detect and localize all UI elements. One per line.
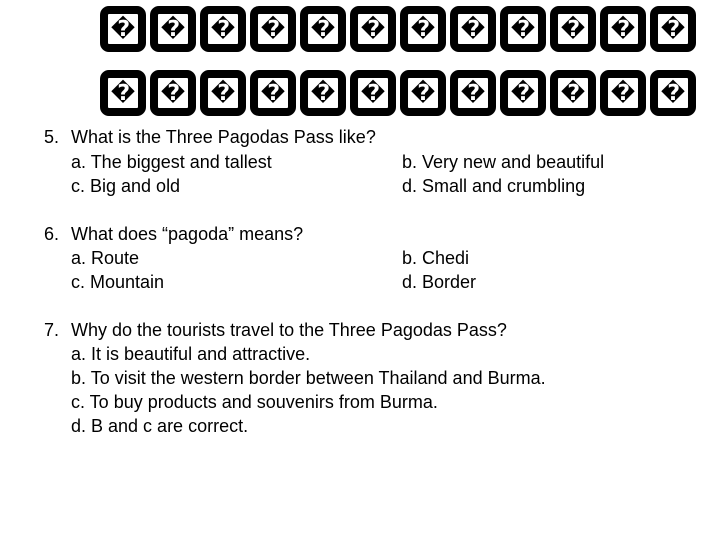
missing-glyph-icon: � <box>200 70 246 116</box>
missing-glyph-icon: � <box>500 6 546 52</box>
question-text: What is the Three Pagodas Pass like? <box>71 127 376 147</box>
missing-glyph-icon: � <box>400 70 446 116</box>
question-number: 7. <box>44 320 60 340</box>
q7-option-c: c. To buy products and souvenirs from Burma. <box>71 392 438 412</box>
q7-option-d: d. B and c are correct. <box>71 416 249 436</box>
q5-option-c: c. Big and old <box>71 176 181 196</box>
missing-glyph-icon: � <box>300 6 346 52</box>
question-number: 5. <box>44 127 60 147</box>
question-text: What does “pagoda” means? <box>71 224 304 244</box>
missing-glyph-icon: � <box>500 70 546 116</box>
missing-glyph-icon: � <box>200 6 246 52</box>
q7-option-a: a. It is beautiful and attractive. <box>71 344 311 364</box>
question-text: Why do the tourists travel to the Three Pagodas Pass? <box>71 320 507 340</box>
missing-glyph-icon: � <box>600 6 646 52</box>
missing-glyph-icon: � <box>550 6 596 52</box>
missing-glyph-icon: � <box>100 6 146 52</box>
missing-glyph-icon: � <box>150 70 196 116</box>
missing-glyph-icon: � <box>450 70 496 116</box>
missing-glyph-icon: � <box>250 6 296 52</box>
missing-glyph-icon: � <box>100 70 146 116</box>
missing-glyph-icon: � <box>150 6 196 52</box>
missing-glyph-icon: � <box>300 70 346 116</box>
q5-option-a: a. The biggest and tallest <box>71 152 272 172</box>
title-glyph-row-2 <box>100 70 696 116</box>
title-glyph-row-1 <box>100 6 696 52</box>
q7-option-b: b. To visit the western border between Thailand and Burma. <box>71 368 546 388</box>
missing-glyph-icon: � <box>350 6 396 52</box>
q6-option-c: c. Mountain <box>71 272 165 292</box>
missing-glyph-icon: � <box>550 70 596 116</box>
missing-glyph-icon: � <box>400 6 446 52</box>
q5-option-d: d. Small and crumbling <box>402 176 586 196</box>
missing-glyph-icon: � <box>600 70 646 116</box>
missing-glyph-icon: � <box>650 6 696 52</box>
q6-option-d: d. Border <box>402 272 477 292</box>
missing-glyph-icon: � <box>650 70 696 116</box>
q5-option-b: b. Very new and beautiful <box>402 152 605 172</box>
missing-glyph-icon: � <box>350 70 396 116</box>
q6-option-a: a. Route <box>71 248 140 268</box>
missing-glyph-icon: � <box>250 70 296 116</box>
q6-option-b: b. Chedi <box>402 248 470 268</box>
missing-glyph-icon: � <box>450 6 496 52</box>
question-number: 6. <box>44 224 60 244</box>
